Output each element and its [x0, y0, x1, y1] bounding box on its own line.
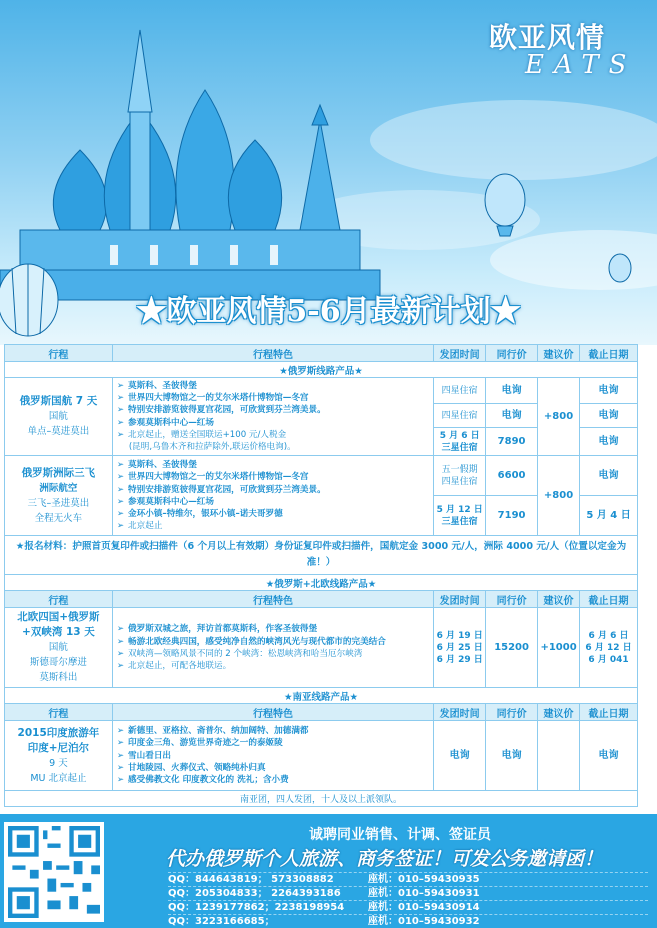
feature-item: 莫斯科、圣彼得堡: [128, 381, 197, 391]
header-deadline: 截止日期: [580, 704, 638, 721]
route-title: 2015印度旅游年: [17, 726, 100, 739]
header-deadline: 截止日期: [580, 345, 638, 362]
route-detail: 斯德哥尔摩进: [29, 657, 87, 669]
route-detail: MU 北京起止: [30, 772, 87, 784]
header-features: 行程特色: [112, 704, 433, 721]
table-row: [5, 721, 638, 791]
feature-item: 金环小镇–特维尔，银环小镇–诺夫哥罗德: [128, 508, 283, 519]
route-title-2: 印度+尼泊尔: [27, 741, 90, 754]
south-asia-footnote: 南亚团，四人发团，十人及以上派领队。: [5, 791, 638, 807]
qq-numbers: QQ：205304833； 2264393186: [168, 888, 341, 899]
deadline: 电询: [580, 721, 638, 791]
contact-list: [168, 872, 648, 928]
suggested-price: [538, 721, 580, 791]
recruit-text: 诚聘同业销售、计调、签证员: [309, 827, 491, 843]
table-row: [5, 536, 638, 575]
landline-number: 座机：010–59430931: [368, 888, 480, 899]
route-airline: 洲际航空: [39, 482, 78, 494]
route-airline: 国航: [48, 642, 68, 654]
suggested-price: +800: [538, 456, 580, 536]
contact-row: [168, 872, 648, 886]
peer-price: 电询: [486, 404, 538, 428]
deadline: 5 月 4 日: [580, 496, 638, 536]
feature-item: 雪山看日出: [128, 750, 172, 761]
feature-item: 世界四大博物馆之一的艾尔米塔什博物馆—冬宫: [128, 472, 309, 483]
deadline: 电询: [580, 456, 638, 496]
deadline: 电询: [580, 428, 638, 456]
peer-price: 6600: [486, 456, 538, 496]
suggested-price: +1000: [538, 608, 580, 688]
landline-number: 座机：010–59430914: [368, 902, 480, 913]
departure-time: 6 月 19 日 6 月 25 日 6 月 29 日: [434, 608, 486, 688]
feature-item: 印度金三角、游览世界奇迹之一的泰姬陵: [128, 738, 283, 749]
table-row: [5, 456, 638, 496]
contact-panel: [0, 814, 657, 928]
departure-time: 四星住宿: [434, 378, 486, 404]
section-title: ★俄罗斯+北欧线路产品★: [5, 575, 638, 591]
header-price: 同行价: [486, 345, 538, 362]
contact-row: [168, 914, 648, 928]
deadline: 电询: [580, 404, 638, 428]
route-title: 北欧四国+俄罗斯: [17, 611, 100, 624]
header-features: 行程特色: [112, 345, 433, 362]
feature-item: 特别安排游览彼得夏宫花园，可欣赏到芬兰湾美景。: [128, 405, 326, 416]
section-title: ★俄罗斯线路产品★: [5, 362, 638, 378]
itinerary-table: [4, 344, 638, 807]
contact-row: [168, 900, 648, 914]
qq-numbers: QQ：844643819； 573308882: [168, 874, 334, 885]
header-price: 同行价: [486, 704, 538, 721]
qq-numbers: QQ：1239177862；2238198954: [168, 902, 345, 913]
departure-time: 电询: [434, 721, 486, 791]
registration-materials: ★报名材料：护照首页复印件或扫描件（6 个月以上有效期）身份证复印件或扫描件，国航定金 3000 元/人，洲际 4000 元/人（位置以定金为准！）: [5, 536, 638, 575]
table-row: [5, 378, 638, 404]
route-detail: 单点–莫进莫出: [27, 426, 90, 438]
qr-code-icon: [8, 826, 100, 918]
brand-logo: [489, 8, 639, 78]
route-detail: 全程无火车: [34, 512, 83, 524]
feature-item: 特别安排游览彼得夏宫花园，可欣赏到芬兰湾美景。: [128, 484, 326, 495]
feature-item: 新德里、亚格拉、斋普尔、纳加阔特、加德满都: [128, 726, 309, 737]
header-deadline: 截止日期: [580, 591, 638, 608]
feature-item: 参观莫斯科中心—红场: [128, 417, 214, 428]
headline-title: ★欧亚风情5-6月最新计划★: [136, 294, 521, 329]
section-title: ★南亚线路产品★: [5, 688, 638, 704]
route-title-2: +双峡湾 13 天: [22, 626, 95, 639]
hero-banner: [0, 0, 657, 345]
route-cell: [5, 456, 113, 536]
table-header: [5, 704, 638, 721]
header-suggest: 建议价: [538, 345, 580, 362]
feature-item: 参观莫斯科中心—红场: [128, 496, 214, 507]
peer-price: 7190: [486, 496, 538, 536]
route-cell: [5, 721, 113, 791]
header-time: 发团时间: [434, 704, 486, 721]
feature-item: 感受佛教文化 印度教文化的 洗礼；含小费: [128, 775, 289, 786]
header-features: 行程特色: [112, 591, 433, 608]
route-detail: 9 天: [49, 757, 68, 769]
qr-code[interactable]: [4, 822, 104, 922]
header-route: 行程: [5, 591, 113, 608]
header-route: 行程: [5, 345, 113, 362]
logo-chinese: 欧亚风情: [489, 21, 606, 54]
route-cell: [5, 378, 113, 456]
peer-price: 电询: [486, 721, 538, 791]
table-header: [5, 591, 638, 608]
section-nordic: [5, 575, 638, 591]
header-time: 发团时间: [434, 591, 486, 608]
landline-number: 座机：010–59430932: [368, 916, 480, 927]
table-row: [5, 608, 638, 688]
contact-row: [168, 886, 648, 900]
header-price: 同行价: [486, 591, 538, 608]
peer-price: 电询: [486, 378, 538, 404]
table-header: [5, 345, 638, 362]
qq-numbers: QQ：3223166685；: [168, 916, 275, 927]
feature-item: 北京起止: [128, 521, 163, 532]
table-row: [5, 791, 638, 807]
header-route: 行程: [5, 704, 113, 721]
departure-time: 5 月 12 日 三星住宿: [434, 496, 486, 536]
section-south-asia: [5, 688, 638, 704]
route-title: 俄罗斯洲际三飞: [21, 466, 96, 479]
header-time: 发团时间: [434, 345, 486, 362]
departure-time: 五一假期 四星住宿: [434, 456, 486, 496]
peer-price: 15200: [486, 608, 538, 688]
visa-slogan: 代办俄罗斯个人旅游、商务签证！可发公务邀请函！: [165, 848, 603, 870]
deadline: 6 月 6 日 6 月 12 日 6 月 041: [580, 608, 638, 688]
header-suggest: 建议价: [538, 704, 580, 721]
deadline: 电询: [580, 378, 638, 404]
feature-item: 北京起止，可配各地联运。: [128, 660, 232, 671]
feature-item: 莫斯科、圣彼得堡: [128, 460, 197, 471]
logo-english: EATS: [525, 50, 637, 80]
departure-time: 四星住宿: [434, 404, 486, 428]
feature-item: 甘地陵园、火葬仪式、领略纯朴归真: [128, 762, 266, 773]
route-airline: 国航: [48, 411, 68, 423]
features-cell: ➢ 莫斯科、圣彼得堡 ➢ 世界四大博物馆之一的艾尔米塔什博物馆—冬宫 ➢ 特别安排游览彼得夏宫花园，可欣赏到芬兰湾美景。 ➢ 参观莫斯科中心—红场 ➢ 金环小镇–特维尔，银环小镇–诺夫哥罗德 ➢ 北京起止: [112, 456, 433, 536]
feature-item: 俄罗斯双城之旅，拜访首都莫斯科，作客圣彼得堡: [128, 624, 318, 635]
feature-item: 北京起止，赠送全国联运+100 元/人税金: [128, 429, 287, 440]
feature-item: (昆明,乌鲁木齐和拉萨除外,联运价格电询)。: [128, 442, 296, 453]
route-title: 俄罗斯国航 7 天: [19, 395, 98, 408]
feature-item: 双峡湾—领略风景不同的 2 个峡湾：松恩峡湾和哈当厄尔峡湾: [128, 648, 363, 659]
route-detail: 三飞–圣进莫出: [27, 497, 90, 509]
section-russia: [5, 362, 638, 378]
features-cell: ➢ 俄罗斯双城之旅，拜访首都莫斯科，作客圣彼得堡 ➢ 畅游北欧经典四国，感受纯净自然的峡湾风光与现代都市的完美结合 ➢ 双峡湾—领略风景不同的 2 个峡湾：松恩峡湾和哈当厄尔峡湾 ➢ 北京起止，可配各地联运。: [112, 608, 433, 688]
departure-time: 5 月 6 日 三星住宿: [434, 428, 486, 456]
route-detail: 莫斯科出: [39, 672, 78, 684]
features-cell: ➢ 新德里、亚格拉、斋普尔、纳加阔特、加德满都 ➢ 印度金三角、游览世界奇迹之一的泰姬陵 ➢ 雪山看日出 ➢ 甘地陵园、火葬仪式、领略纯朴归真 ➢ 感受佛教文化 印度教文化的 洗礼；含小费: [112, 721, 433, 791]
route-cell: [5, 608, 113, 688]
suggested-price: +800: [538, 378, 580, 456]
landline-number: 座机：010–59430935: [368, 874, 480, 885]
feature-item: 畅游北欧经典四国，感受纯净自然的峡湾风光与现代都市的完美结合: [128, 636, 386, 647]
features-cell: ➢ 莫斯科、圣彼得堡 ➢ 世界四大博物馆之一的艾尔米塔什博物馆—冬宫 ➢ 特别安排游览彼得夏宫花园，可欣赏到芬兰湾美景。 ➢ 参观莫斯科中心—红场 ➢ 北京起止，赠送全国联运+100 元/人税金 (昆明,乌鲁木齐和拉萨除外,联运价格电询)。: [112, 378, 433, 456]
feature-item: 世界四大博物馆之一的艾尔米塔什博物馆—冬宫: [128, 393, 309, 404]
peer-price: 7890: [486, 428, 538, 456]
header-suggest: 建议价: [538, 591, 580, 608]
